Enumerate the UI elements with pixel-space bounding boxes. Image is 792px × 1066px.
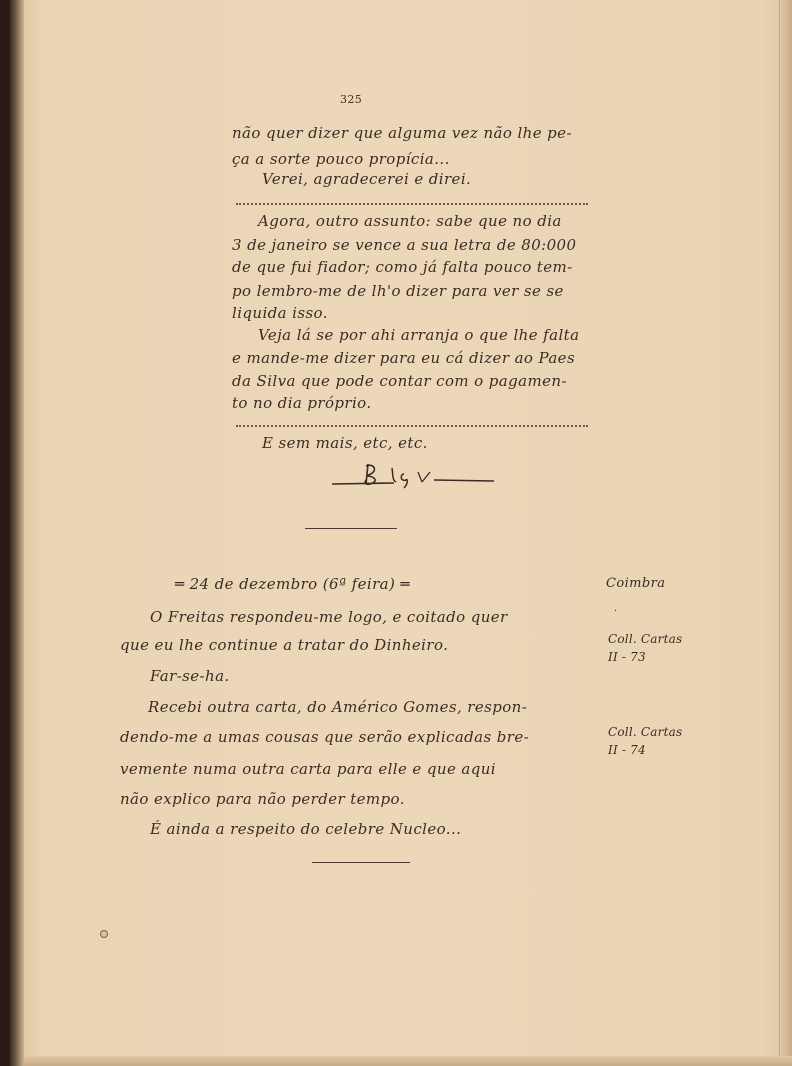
heading-suffix: ═ [395,575,410,593]
text-line: po lembro-me de lh'o dizer para ver se se [232,282,564,300]
text-line: dendo-me a umas cousas que serão explicadas bre- [120,728,530,746]
margin-ref-number: II - 74 [608,743,646,757]
text-line: Recebi outra carta, do Américo Gomes, respon- [148,698,528,716]
page-edge-bottom [24,1056,792,1066]
binding-hole [100,930,108,938]
heading-text: 24 de dezembro (6ª feira) [189,575,396,593]
heading-prefix: ═ [175,575,190,593]
text-line: que eu lhe continue a tratar do Dinheiro. [120,636,449,654]
separator-rule [305,528,397,529]
signature [330,458,500,492]
text-line: Verei, agradecerei e direi. [262,170,472,188]
text-line: to no dia próprio. [232,394,372,412]
text-line: liquida isso. [232,304,328,322]
text-line: ça a sorte pouco propícia... [232,150,450,168]
dotted-separator [236,203,588,205]
book-spine [10,0,24,1066]
text-line: vemente numa outra carta para elle e que aqui [120,760,496,778]
margin-ref-number: II - 73 [608,650,646,664]
page-edge-right [779,0,792,1066]
text-line: da Silva que pode contar com o pagamen- [232,372,567,390]
separator-rule [312,862,410,863]
margin-ref-title: Coll. Cartas [608,725,683,739]
margin-place-note: Coimbra [606,576,666,591]
margin-dot: · [614,606,618,617]
text-line: não explico para não perder tempo. [120,790,405,808]
dotted-separator [236,425,588,427]
text-line: Veja lá se por ahi arranja o que lhe falta [258,326,580,344]
text-line: O Freitas respondeu-me logo, e coitado quer [150,608,508,626]
text-line: e mande-me dizer para eu cá dizer ao Paes [232,349,576,367]
text-line: Agora, outro assunto: sabe que no dia [258,212,562,230]
text-line: 3 de janeiro se vence a sua letra de 80:000 [232,236,577,254]
page-number: 325 [340,93,363,106]
text-line: não quer dizer que alguma vez não lhe pe- [232,124,572,142]
text-line: E sem mais, etc, etc. [262,434,428,452]
text-line: É ainda a respeito do celebre Nucleo... [150,820,462,838]
date-heading [175,575,410,593]
text-line: Far-se-ha. [150,667,230,685]
margin-ref-title: Coll. Cartas [608,632,683,646]
text-line: de que fui fiador; como já falta pouco tem- [232,258,573,276]
